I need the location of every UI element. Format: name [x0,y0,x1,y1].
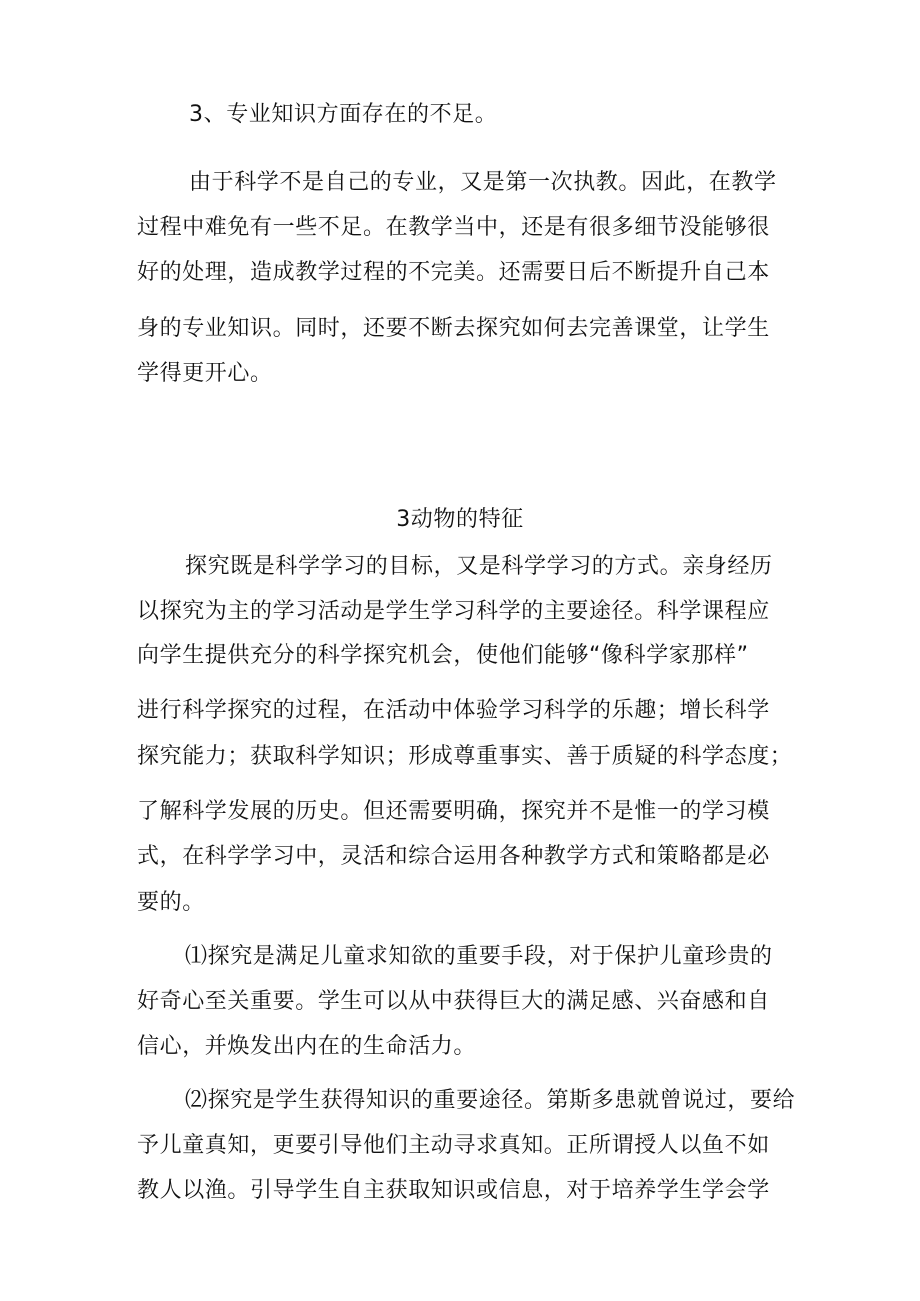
paragraph-line: 由于科学不是自己的专业，又是第一次执教。因此，在教学 [189,170,777,195]
paragraph-line: 身的专业知识。同时，还要不断去探究如何去完善课堂，让学生 [137,316,770,341]
section-heading: 3、专业知识方面存在的不足。 [189,102,498,127]
paragraph-line: 学得更开心。 [137,361,273,386]
section-title: 3动物的特征 [396,507,524,532]
paragraph-line: 过程中难免有一些不足。在教学当中，还是有很多细节没能够很 [137,215,770,240]
paragraph-line: 教人以渔。引导学生自主获取知识或信息，对于培养学生学会学 [137,1178,770,1203]
paragraph-line: 好奇心至关重要。学生可以从中获得巨大的满足感、兴奋感和自 [137,989,770,1014]
paragraph-line: 式，在科学学习中，灵活和综合运用各种教学方式和策略都是必 [137,844,770,869]
paragraph-line: 探究既是科学学习的目标，又是科学学习的方式。亲身经历 [185,554,773,579]
paragraph-line: 要的。 [137,890,205,915]
paragraph-line: ⑵探究是学生获得知识的重要途径。第斯多患就曾说过，要给 [185,1088,796,1113]
paragraph-line: 信心，并焕发出内在的生命活力。 [137,1034,477,1059]
paragraph-line: ⑴探究是满足儿童求知欲的重要手段，对于保护儿童珍贵的 [185,944,773,969]
paragraph-line: 好的处理，造成教学过程的不完美。还需要日后不断提升自己本 [137,260,770,285]
paragraph-line: 了解科学发展的历史。但还需要明确，探究并不是惟一的学习模 [137,799,770,824]
paragraph-line: 进行科学探究的过程，在活动中体验学习科学的乐趣；增长科学 [137,698,770,723]
paragraph-line: 以探究为主的学习活动是学生学习科学的主要途径。科学课程应 [137,599,770,624]
paragraph-line: 予儿童真知，更要引导他们主动寻求真知。正所谓授人以鱼不如 [137,1133,770,1158]
paragraph-line: 探究能力；获取科学知识；形成尊重事实、善于质疑的科学态度； [137,744,793,769]
paragraph-line: 向学生提供充分的科学探究机会，使他们能够“像科学家那样” [137,643,749,668]
